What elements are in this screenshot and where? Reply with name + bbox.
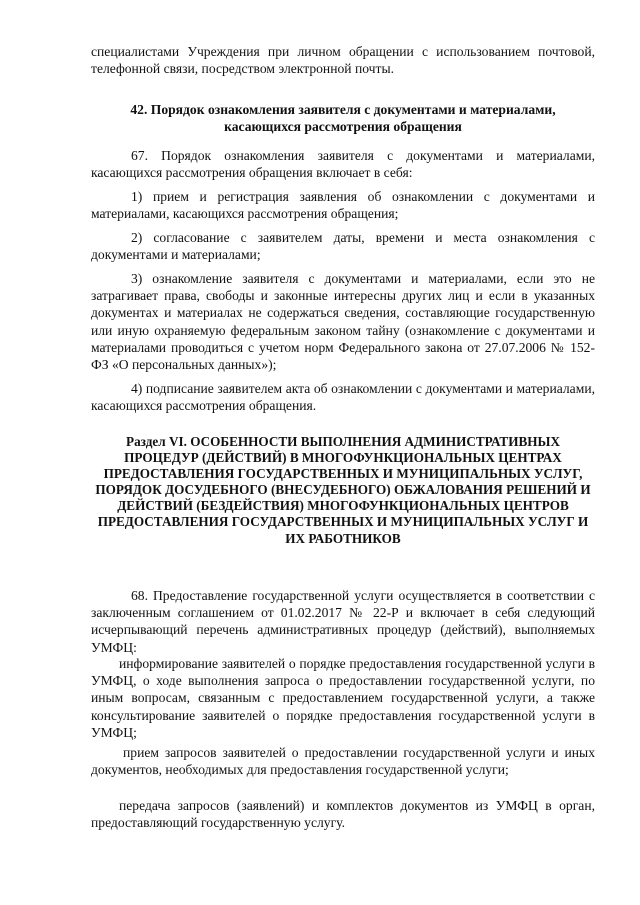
section-6-heading: Раздел VI. ОСОБЕННОСТИ ВЫПОЛНЕНИЯ АДМИНИСТРАТИВНЫХ ПРОЦЕДУР (ДЕЙСТВИЙ) В МНОГОФУНКЦИОНАЛЬНЫХ ЦЕНТРАХ ПРЕДОСТАВЛЕНИЯ ГОСУДАРСТВЕННЫХ И МУНИЦИПАЛЬНЫХ УСЛУГ, ПОРЯДОК ДОСУДЕБНОГО (ВНЕСУДЕБНОГО) ОБЖАЛОВАНИЯ РЕШЕНИЙ И ДЕЙСТВИЙ (БЕЗДЕЙСТВИЯ) МНОГОФУНКЦИОНАЛЬНЫХ ЦЕНТРОВ ПРЕДОСТАВЛЕНИЯ ГОСУДАРСТВЕННЫХ И МУНИЦИПАЛЬНЫХ УСЛУГ И ИХ РАБОТНИКОВ (95, 434, 591, 546)
list-item-67-2: 2) согласование с заявителем даты, времени и места ознакомления с документами и материалами; (91, 230, 595, 263)
paragraph-67: 67. Порядок ознакомления заявителя с документами и материалами, касающихся рассмотрения обращения включает в себя: (91, 148, 595, 181)
list-item-67-3: 3) ознакомление заявителя с документами и материалами, если это не затрагивает права, свободы и законные интересны других лиц и если в указанных документах и материалах не содержаться сведения, составляющие государственную или иную охраняемую федеральным законом тайну (ознакомление с документами и материалами проводиться с учетом норм Федерального закона от 27.07.2006 № 152-ФЗ «О персональных данных»); (91, 271, 595, 373)
list-item-68-1: информирование заявителей о порядке предоставления государственной услуги в УМФЦ, о ходе выполнения запроса о предоставлении государственной услуги, по иным вопросам, связанным с предоставлением государственной услуги, а также консультирование заявителей о порядке предоставления государственной услуги в УМФЦ; (91, 656, 595, 740)
paragraph-68: 68. Предоставление государственной услуги осуществляется в соответствии с заключенным соглашением от 01.02.2017 № 22-Р и включает в себя следующий исчерпывающий перечень административных процедур (действий), выполняемых УМФЦ: (91, 588, 595, 655)
list-item-68-2: прием запросов заявителей о предоставлении государственной услуги и иных документов, необходимых для предоставления государственной услуги; (91, 745, 595, 778)
list-item-68-3: передача запросов (заявлений) и комплектов документов из УМФЦ в орган, предоставляющий государственную услугу. (91, 798, 595, 831)
paragraph-intro: специалистами Учреждения при личном обращении с использованием почтовой, телефонной связи, посредством электронной почты. (91, 44, 595, 77)
list-item-67-1: 1) прием и регистрация заявления об ознакомлении с документами и материалами, касающихся рассмотрения обращения; (91, 189, 595, 222)
list-item-67-4: 4) подписание заявителем акта об ознакомлении с документами и материалами, касающихся рассмотрения обращения. (91, 381, 595, 414)
section-42-heading: 42. Порядок ознакомления заявителя с документами и материалами, касающихся рассмотрения обращения (130, 102, 556, 135)
